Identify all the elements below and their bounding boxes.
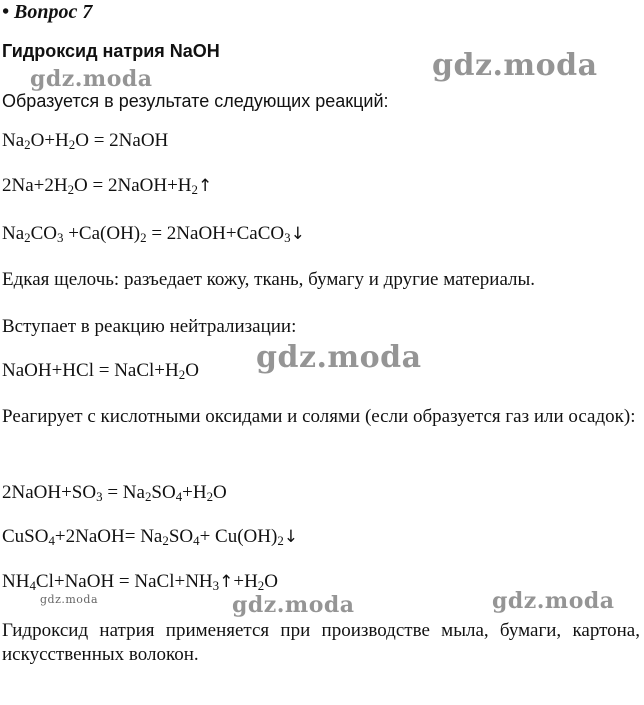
caustic-text: Едкая щелочь: разъедает кожу, ткань, бумагу и другие материалы. [2,269,536,290]
watermark: gdz.moda [30,66,153,92]
usage-text: Гидроксид натрия применяется при производстве мыла, бумаги, картона, искусственных волокон. [2,620,640,665]
reaction-4: NaOH+HCl = $NaCl+H_2O$ [2,360,199,383]
neutralization-text: Вступает в реакцию нейтрализации: [2,316,297,337]
watermark: gdz.moda [232,592,355,618]
question-header: • Вопрос 7 [2,1,93,23]
reaction-2: $2Na+2H_2O$ = $2NaOH+H_2↑$ [2,175,213,198]
watermark: gdz.moda [256,340,422,375]
oxides-text: Реагирует с кислотными оксидами и солями (если образуется газ или осадок): [2,406,636,427]
watermark: gdz.moda [40,593,99,606]
section-title: Гидроксид натрия NaOH [2,41,220,61]
reaction-6: CuSO$_4$+2NaOH= $Na_2SO_4+$ $Cu(OH)_2↓$ [2,526,299,549]
reaction-7: $NH_4Cl+NaOH$ = $NaCl+NH_3↑+H_2O$ [2,571,278,594]
arrow-down-icon: ↓ [283,527,299,547]
watermark: gdz.moda [492,588,615,614]
reaction-3: $Na_2CO_3 +Ca(OH)_2$ = 2NaOH+CaCO$_3$↓ [2,223,305,246]
reaction-1: $Na_2O+H_2O$ = 2NaOH [2,130,169,153]
arrow-down-icon: ↓ [290,224,305,244]
arrow-up-icon: ↑ [197,176,213,196]
watermark: gdz.moda [432,48,598,83]
arrow-up-icon: ↑ [219,572,234,592]
intro-text: Образуется в результате следующих реакций: [2,91,389,111]
reaction-5: $2NaOH+SO_3 = Na_2SO_4+H_2O$ [2,482,227,505]
